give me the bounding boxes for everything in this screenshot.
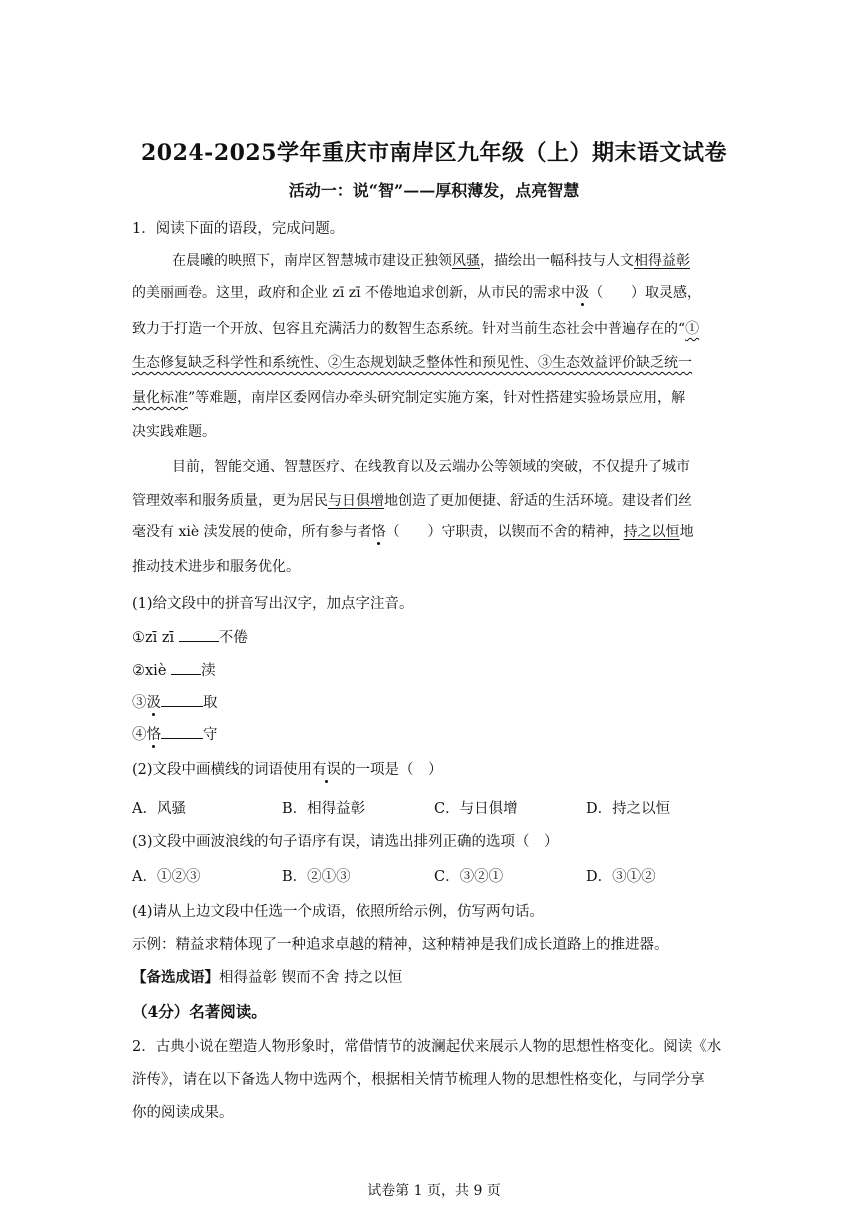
sub-question-4: (4)请从上边文段中任选一个成语，依照所给示例，仿写两句话。 bbox=[132, 904, 545, 920]
answer-blank[interactable] bbox=[171, 660, 201, 675]
activity-subtitle: 活动一：说“智”——厚积薄发，点亮智慧 bbox=[288, 181, 580, 200]
passage-line: 在晨曦的映照下，南岸区智慧城市建设正独领风骚，描绘出一幅科技与人文相得益彰 bbox=[172, 253, 690, 269]
answer-item-1: ①zī zī 不倦 bbox=[132, 626, 248, 647]
passage-line: 目前，智能交通、智慧医疗、在线教育以及云端办公等领域的突破，不仅提升了城市 bbox=[172, 459, 690, 475]
option-a[interactable]: A．①②③ bbox=[132, 869, 201, 885]
page-footer: 试卷第 1 页，共 9 页 bbox=[367, 1183, 501, 1199]
idiom-choices: 【备选成语】相得益彰 锲而不舍 持之以恒 bbox=[132, 969, 403, 986]
exam-title: 2024-2025学年重庆市南岸区九年级（上）期末语文试卷 bbox=[140, 140, 728, 166]
answer-item-2: ②xiè 渎 bbox=[132, 659, 216, 680]
underlined-word: 相得益彰 bbox=[634, 253, 690, 269]
underlined-word: 风骚 bbox=[452, 253, 480, 269]
wavy-sentence: ① bbox=[685, 321, 700, 337]
dotted-char: 恪 bbox=[146, 727, 161, 743]
dotted-char: 恪 bbox=[371, 524, 386, 540]
answer-item-4: ④恪 守 bbox=[132, 723, 218, 744]
answer-blank[interactable] bbox=[161, 724, 203, 739]
option-a[interactable]: A．风骚 bbox=[132, 801, 186, 817]
passage-line: 毫没有 xiè 渎发展的使命，所有参与者恪（ ）守职责，以锲而不舍的精神，持之以恒地 bbox=[132, 524, 694, 540]
dotted-char: 汲 bbox=[146, 695, 161, 711]
dotted-char: 汲 bbox=[575, 285, 590, 301]
sub-question-1: (1)给文段中的拼音写出汉字，加点字注音。 bbox=[132, 596, 414, 612]
passage-line bbox=[132, 352, 692, 372]
question-1-stem: 1．阅读下面的语段，完成问题。 bbox=[132, 221, 345, 237]
passage-line: 量化标准”等难题，南岸区委网信办牵头研究制定实施方案，针对性搭建实验场景应用，解 bbox=[132, 390, 686, 406]
question-2-line: 2．古典小说在塑造人物形象时，常借情节的波澜起伏来展示人物的思想性格变化。阅读《水 bbox=[132, 1039, 722, 1055]
sub-question-3: (3)文段中画波浪线的句子语序有误，请选出排列正确的选项（ ） bbox=[132, 834, 559, 850]
dotted-word: 有误 bbox=[312, 762, 342, 778]
passage-line: 的美丽画卷。这里，政府和企业 zī zī 不倦地追求创新，从市民的需求中汲（ ）取灵感， bbox=[132, 285, 702, 301]
passage-line: 推动技术进步和服务优化。 bbox=[132, 559, 300, 575]
passage-line: 决实践难题。 bbox=[132, 424, 216, 440]
option-b[interactable]: B．相得益彰 bbox=[282, 801, 366, 817]
sub-question-2: (2)文段中画横线的词语使用有误的一项是（ ） bbox=[132, 762, 443, 778]
option-d[interactable]: D．持之以恒 bbox=[586, 801, 671, 817]
underlined-word: 与日俱增 bbox=[328, 493, 384, 509]
answer-blank[interactable] bbox=[179, 627, 219, 642]
underlined-word: 持之以恒 bbox=[623, 524, 680, 540]
answer-item-3: ③汲 取 bbox=[132, 691, 218, 712]
wavy-sentence: 量化标准 bbox=[132, 390, 188, 406]
answer-blank[interactable] bbox=[161, 692, 203, 707]
question-2-line: 浒传》，请在以下备选人物中选两个，根据相关情节梳理人物的思想性格变化，与同学分享 bbox=[132, 1072, 705, 1088]
passage-line: 管理效率和服务质量，更为居民与日俱增地创造了更加便捷、舒适的生活环境。建设者们丝 bbox=[132, 493, 692, 509]
idiom-label: 【备选成语】 bbox=[132, 969, 219, 986]
wavy-sentence: 生态修复缺乏科学性和系统性、②生态规划缺乏整体性和预见性、③生态效益评价缺乏统一 bbox=[132, 355, 692, 371]
option-b[interactable]: B．②①③ bbox=[282, 869, 351, 885]
question-2-line: 你的阅读成果。 bbox=[132, 1105, 234, 1121]
passage-line: 致力于打造一个开放、包容且充满活力的数智生态系统。针对当前生态社会中普遍存在的“① bbox=[132, 321, 700, 337]
option-c[interactable]: C．③②① bbox=[434, 869, 504, 885]
example-sentence: 示例：精益求精体现了一种追求卓越的精神，这种精神是我们成长道路上的推进器。 bbox=[132, 937, 669, 953]
option-d[interactable]: D．③①② bbox=[586, 869, 656, 885]
option-c[interactable]: C．与日俱增 bbox=[434, 801, 518, 817]
section-2-heading: （4分）名著阅读。 bbox=[132, 1002, 267, 1021]
